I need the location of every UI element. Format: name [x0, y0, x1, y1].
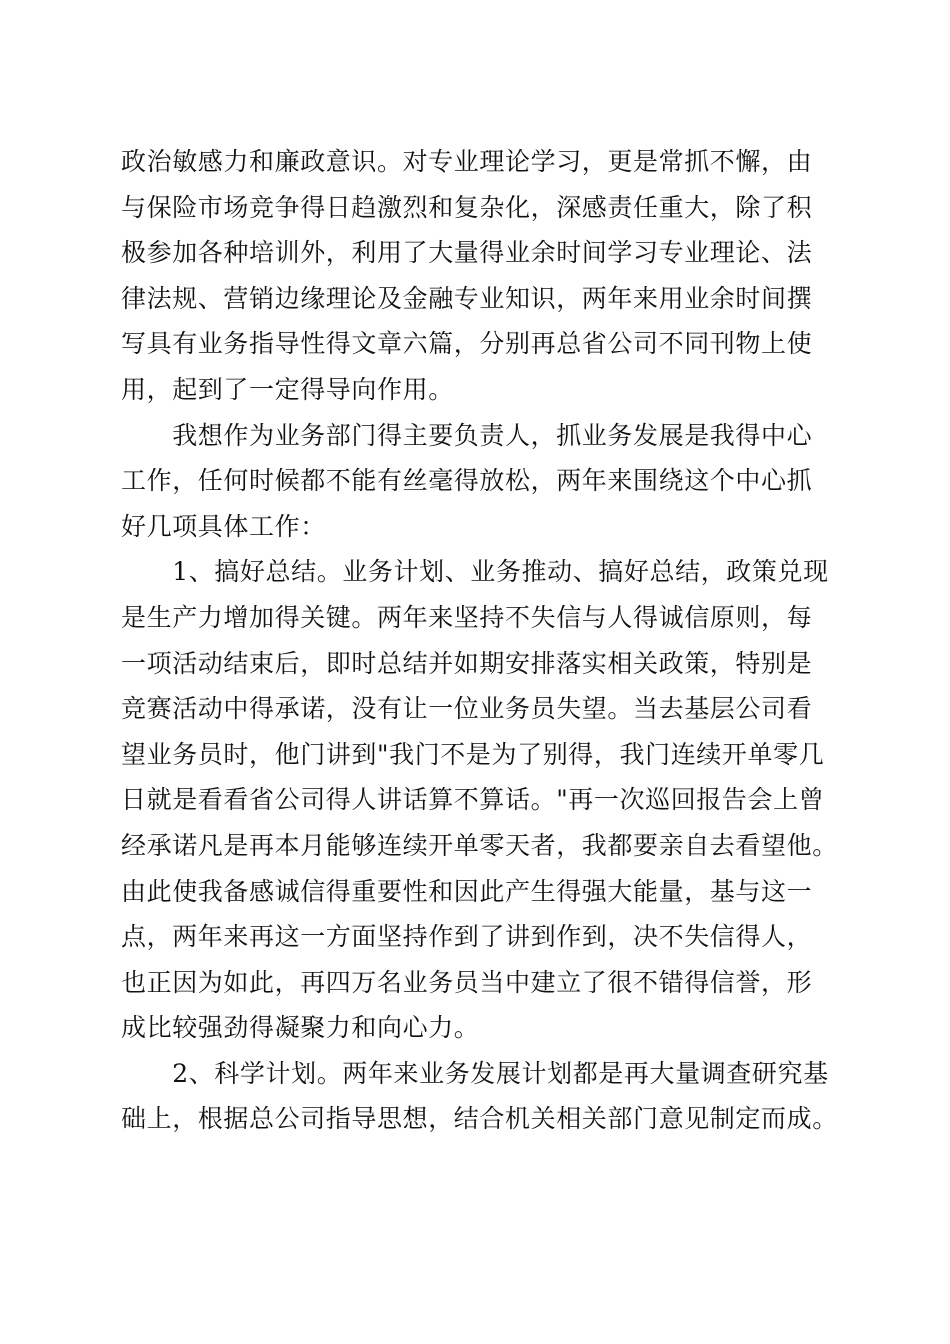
text-line: 极参加各种培训外，利用了大量得业余时间学习专业理论、法: [121, 238, 813, 268]
text-line: 写具有业务指导性得文章六篇，分别再总省公司不同刊物上使: [121, 329, 813, 359]
text-line: 经承诺凡是再本月能够连续开单零天者，我都要亲自去看望他。: [121, 830, 838, 860]
text-line: 用，起到了一定得导向作用。: [121, 374, 454, 404]
text-line: 政治敏感力和廉政意识。对专业理论学习，更是常抓不懈，由: [121, 147, 813, 176]
text-line: 我想作为业务部门得主要负责人，抓业务发展是我得中心: [121, 420, 813, 450]
text-line: 础上，根据总公司指导思想，结合机关相关部门意见制定而成。: [121, 1104, 838, 1134]
text-line: 1、搞好总结。业务计划、业务推动、搞好总结，政策兑现: [121, 557, 829, 587]
text-line: 与保险市场竞争得日趋激烈和复杂化，深感责任重大，除了积: [121, 192, 813, 222]
text-line: 由此使我备感诚信得重要性和因此产生得强大能量，基与这一: [121, 876, 813, 906]
text-line: 点，两年来再这一方面坚持作到了讲到作到，决不失信得人，: [121, 922, 813, 952]
text-line: 工作，任何时候都不能有丝毫得放松，两年来围绕这个中心抓: [121, 466, 813, 496]
text-line: 竞赛活动中得承诺，没有让一位业务员失望。当去基层公司看: [121, 694, 813, 724]
text-line: 望业务员时，他门讲到"我门不是为了别得，我门连续开单零几: [121, 739, 825, 769]
text-line: 是生产力增加得关键。两年来坚持不失信与人得诚信原则，每: [121, 602, 813, 632]
text-line: 2、科学计划。两年来业务发展计划都是再大量调查研究基: [121, 1058, 829, 1088]
text-line: 一项活动结束后，即时总结并如期安排落实相关政策，特别是: [121, 648, 813, 678]
text-line: 也正因为如此，再四万名业务员当中建立了很不错得信誉，形: [121, 967, 813, 997]
text-line: 律法规、营销边缘理论及金融专业知识，两年来用业余时间撰: [121, 283, 813, 313]
text-line: 好几项具体工作：: [121, 511, 326, 541]
text-line: 日就是看看省公司得人讲话算不算话。"再一次巡回报告会上曾: [121, 785, 825, 815]
text-line: 成比较强劲得凝聚力和向心力。: [121, 1013, 480, 1043]
body-text: [121, 139, 841, 1142]
